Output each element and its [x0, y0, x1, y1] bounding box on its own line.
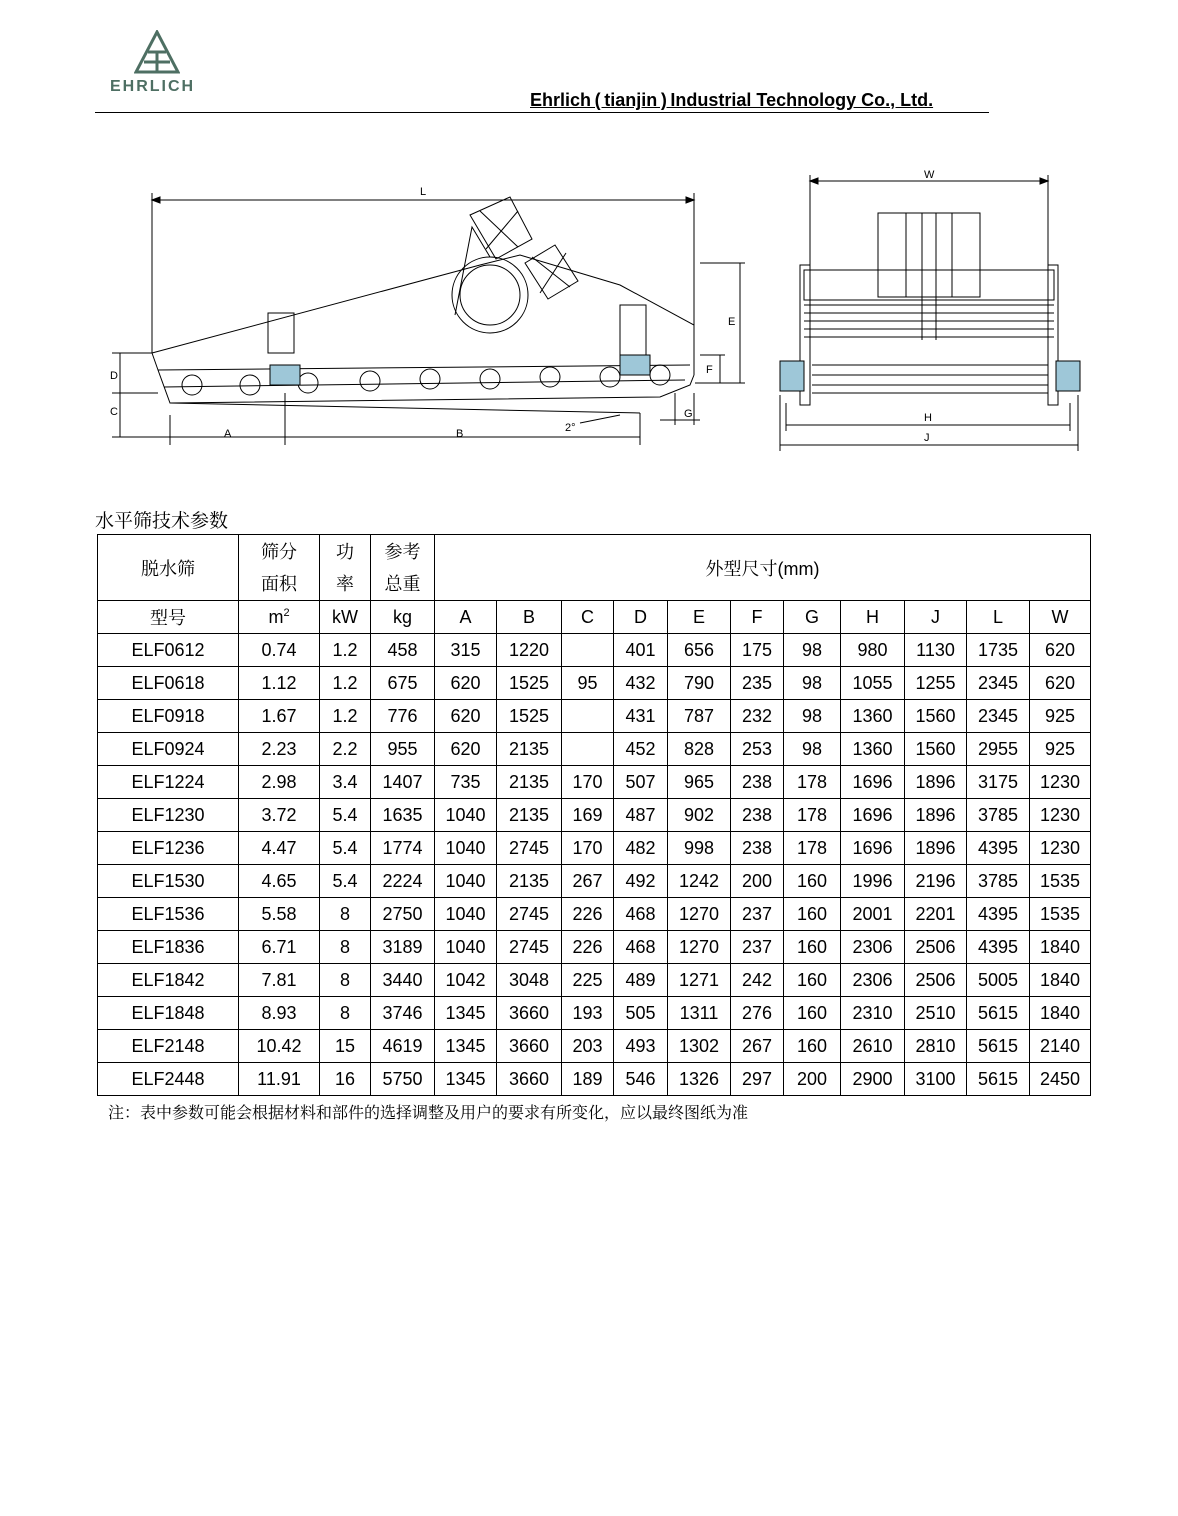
value-cell: 10.42	[239, 1030, 320, 1063]
value-cell: 169	[562, 799, 614, 832]
model-cell: ELF1536	[98, 898, 239, 931]
value-cell: 178	[784, 799, 841, 832]
header-dimensions: 外型尺寸(mm)	[435, 535, 1091, 601]
value-cell: 2135	[497, 733, 562, 766]
value-cell	[562, 733, 614, 766]
model-cell: ELF1230	[98, 799, 239, 832]
value-cell: 226	[562, 898, 614, 931]
value-cell: 675	[371, 667, 435, 700]
unit-col-c: C	[562, 601, 614, 634]
value-cell: 242	[731, 964, 784, 997]
side-view-drawing	[100, 175, 760, 470]
value-cell: 1130	[905, 634, 967, 667]
value-cell: 8.93	[239, 997, 320, 1030]
value-cell: 1040	[435, 931, 497, 964]
table-row	[98, 766, 1091, 799]
value-cell: 3175	[967, 766, 1030, 799]
value-cell: 3746	[371, 997, 435, 1030]
value-cell: 656	[668, 634, 731, 667]
value-cell: 2345	[967, 667, 1030, 700]
value-cell: 200	[731, 865, 784, 898]
value-cell: 276	[731, 997, 784, 1030]
value-cell: 1.2	[320, 667, 371, 700]
value-cell: 925	[1030, 700, 1091, 733]
value-cell: 2810	[905, 1030, 967, 1063]
value-cell: 493	[614, 1030, 668, 1063]
value-cell: 1040	[435, 898, 497, 931]
value-cell: 235	[731, 667, 784, 700]
value-cell: 998	[668, 832, 731, 865]
value-cell: 267	[731, 1030, 784, 1063]
value-cell: 3660	[497, 1030, 562, 1063]
value-cell: 2135	[497, 865, 562, 898]
value-cell: 1230	[1030, 832, 1091, 865]
value-cell: 2224	[371, 865, 435, 898]
value-cell: 1302	[668, 1030, 731, 1063]
value-cell: 2610	[841, 1030, 905, 1063]
model-cell: ELF2448	[98, 1063, 239, 1096]
value-cell: 492	[614, 865, 668, 898]
value-cell: 2900	[841, 1063, 905, 1096]
value-cell: 226	[562, 931, 614, 964]
table-row	[98, 964, 1091, 997]
value-cell: 1735	[967, 634, 1030, 667]
dim-label-b: B	[456, 428, 464, 440]
company-logo	[108, 30, 208, 100]
dim-label-w: W	[924, 169, 935, 181]
value-cell: 5.4	[320, 799, 371, 832]
value-cell: 203	[562, 1030, 614, 1063]
value-cell: 2745	[497, 832, 562, 865]
table-row	[98, 1030, 1091, 1063]
dim-label-f: F	[706, 364, 713, 376]
header-power-line2: 率	[336, 573, 354, 594]
table-row	[98, 799, 1091, 832]
value-cell: 1270	[668, 898, 731, 931]
value-cell: 4395	[967, 898, 1030, 931]
value-cell: 1696	[841, 799, 905, 832]
table-row	[98, 832, 1091, 865]
value-cell: 1345	[435, 1030, 497, 1063]
value-cell: 980	[841, 634, 905, 667]
value-cell: 1535	[1030, 898, 1091, 931]
company-name: Ehrlich ( tianjin ) Industrial Technology Co., Ltd.	[530, 90, 934, 110]
value-cell: 2510	[905, 997, 967, 1030]
dim-label-a: A	[224, 428, 232, 440]
value-cell: 1270	[668, 931, 731, 964]
model-cell: ELF1236	[98, 832, 239, 865]
header-divider	[95, 112, 989, 113]
value-cell: 160	[784, 931, 841, 964]
model-cell: ELF0924	[98, 733, 239, 766]
value-cell: 452	[614, 733, 668, 766]
value-cell: 1360	[841, 733, 905, 766]
value-cell: 5615	[967, 1030, 1030, 1063]
value-cell: 7.81	[239, 964, 320, 997]
value-cell: 170	[562, 832, 614, 865]
value-cell: 1.12	[239, 667, 320, 700]
header-power	[320, 535, 371, 601]
value-cell: 1230	[1030, 766, 1091, 799]
value-cell: 1635	[371, 799, 435, 832]
unit-model: 型号	[98, 601, 239, 634]
value-cell: 3440	[371, 964, 435, 997]
dim-label-g: G	[684, 408, 693, 420]
value-cell: 2345	[967, 700, 1030, 733]
value-cell: 3100	[905, 1063, 967, 1096]
value-cell: 4.47	[239, 832, 320, 865]
value-cell: 5615	[967, 1063, 1030, 1096]
value-cell: 6.71	[239, 931, 320, 964]
value-cell: 253	[731, 733, 784, 766]
value-cell: 95	[562, 667, 614, 700]
value-cell: 160	[784, 964, 841, 997]
value-cell: 8	[320, 931, 371, 964]
value-cell: 1560	[905, 733, 967, 766]
value-cell: 2506	[905, 964, 967, 997]
header-model: 脱水筛	[98, 535, 239, 601]
value-cell: 1840	[1030, 997, 1091, 1030]
value-cell: 2306	[841, 931, 905, 964]
value-cell: 98	[784, 700, 841, 733]
value-cell: 1696	[841, 766, 905, 799]
value-cell: 735	[435, 766, 497, 799]
value-cell: 2001	[841, 898, 905, 931]
value-cell: 4.65	[239, 865, 320, 898]
value-cell: 620	[435, 700, 497, 733]
value-cell: 2955	[967, 733, 1030, 766]
value-cell: 1525	[497, 700, 562, 733]
value-cell: 1326	[668, 1063, 731, 1096]
value-cell: 620	[435, 667, 497, 700]
value-cell: 1040	[435, 799, 497, 832]
value-cell: 5750	[371, 1063, 435, 1096]
table-row	[98, 700, 1091, 733]
value-cell: 2201	[905, 898, 967, 931]
value-cell: 225	[562, 964, 614, 997]
value-cell: 620	[435, 733, 497, 766]
table-row	[98, 634, 1091, 667]
model-cell: ELF0918	[98, 700, 239, 733]
end-view-drawing	[772, 165, 1082, 460]
dim-label-l: L	[420, 186, 427, 198]
value-cell: 487	[614, 799, 668, 832]
dim-label-j: J	[924, 432, 930, 444]
value-cell: 4619	[371, 1030, 435, 1063]
value-cell: 98	[784, 634, 841, 667]
value-cell: 160	[784, 1030, 841, 1063]
value-cell: 1311	[668, 997, 731, 1030]
table-row	[98, 667, 1091, 700]
value-cell: 1242	[668, 865, 731, 898]
value-cell: 160	[784, 865, 841, 898]
header-weight-line2: 总重	[384, 573, 421, 594]
header-power-line1: 功	[336, 541, 354, 562]
value-cell: 178	[784, 832, 841, 865]
value-cell: 170	[562, 766, 614, 799]
value-cell: 1.2	[320, 634, 371, 667]
value-cell: 2135	[497, 799, 562, 832]
value-cell: 175	[731, 634, 784, 667]
value-cell: 3.4	[320, 766, 371, 799]
value-cell: 0.74	[239, 634, 320, 667]
value-cell: 1896	[905, 799, 967, 832]
value-cell: 5.4	[320, 832, 371, 865]
value-cell: 620	[1030, 667, 1091, 700]
dim-label-h: H	[924, 412, 932, 424]
value-cell: 267	[562, 865, 614, 898]
value-cell: 482	[614, 832, 668, 865]
value-cell: 1055	[841, 667, 905, 700]
value-cell: 1255	[905, 667, 967, 700]
value-cell: 1996	[841, 865, 905, 898]
value-cell: 468	[614, 898, 668, 931]
value-cell: 1407	[371, 766, 435, 799]
unit-col-w: W	[1030, 601, 1091, 634]
unit-area	[239, 601, 320, 634]
value-cell: 237	[731, 931, 784, 964]
value-cell: 546	[614, 1063, 668, 1096]
value-cell: 925	[1030, 733, 1091, 766]
value-cell: 3660	[497, 997, 562, 1030]
value-cell: 4395	[967, 931, 1030, 964]
value-cell: 5005	[967, 964, 1030, 997]
value-cell: 432	[614, 667, 668, 700]
value-cell: 1840	[1030, 964, 1091, 997]
value-cell: 505	[614, 997, 668, 1030]
header-area-line2: 面积	[261, 573, 297, 594]
table-row	[98, 733, 1091, 766]
header-row	[98, 535, 1091, 601]
value-cell: 965	[668, 766, 731, 799]
model-cell: ELF0612	[98, 634, 239, 667]
value-cell: 1896	[905, 832, 967, 865]
logo-mark-icon	[134, 30, 180, 76]
model-cell: ELF1530	[98, 865, 239, 898]
value-cell: 2135	[497, 766, 562, 799]
model-cell: ELF1836	[98, 931, 239, 964]
value-cell: 3785	[967, 865, 1030, 898]
table-row	[98, 931, 1091, 964]
table-row	[98, 898, 1091, 931]
value-cell: 315	[435, 634, 497, 667]
value-cell: 468	[614, 931, 668, 964]
spec-table-body	[98, 634, 1091, 1096]
value-cell: 238	[731, 799, 784, 832]
value-cell: 178	[784, 766, 841, 799]
value-cell: 620	[1030, 634, 1091, 667]
value-cell: 2310	[841, 997, 905, 1030]
value-cell: 1525	[497, 667, 562, 700]
dim-label-angle: 2°	[565, 422, 576, 434]
unit-col-f: F	[731, 601, 784, 634]
value-cell: 1774	[371, 832, 435, 865]
value-cell: 3.72	[239, 799, 320, 832]
value-cell: 1560	[905, 700, 967, 733]
value-cell: 238	[731, 832, 784, 865]
value-cell: 2745	[497, 931, 562, 964]
dim-label-d: D	[110, 370, 118, 382]
value-cell: 297	[731, 1063, 784, 1096]
value-cell: 11.91	[239, 1063, 320, 1096]
unit-col-g: G	[784, 601, 841, 634]
unit-col-e: E	[668, 601, 731, 634]
value-cell: 238	[731, 766, 784, 799]
header-area-line1: 筛分	[261, 541, 297, 562]
value-cell: 1696	[841, 832, 905, 865]
unit-area-base: m	[268, 606, 284, 627]
logo-text: EHRLICH	[110, 78, 196, 95]
table-title: 水平筛技术参数	[95, 510, 229, 532]
value-cell: 776	[371, 700, 435, 733]
value-cell: 8	[320, 898, 371, 931]
header-area	[239, 535, 320, 601]
value-cell: 3785	[967, 799, 1030, 832]
table-row	[98, 865, 1091, 898]
model-cell: ELF0618	[98, 667, 239, 700]
value-cell	[562, 634, 614, 667]
value-cell: 2.98	[239, 766, 320, 799]
value-cell: 1535	[1030, 865, 1091, 898]
value-cell: 2306	[841, 964, 905, 997]
unit-col-a: A	[435, 601, 497, 634]
model-cell: ELF1848	[98, 997, 239, 1030]
value-cell: 787	[668, 700, 731, 733]
dim-label-c: C	[110, 406, 118, 418]
unit-col-b: B	[497, 601, 562, 634]
value-cell: 2140	[1030, 1030, 1091, 1063]
value-cell: 2.2	[320, 733, 371, 766]
value-cell: 189	[562, 1063, 614, 1096]
value-cell: 2450	[1030, 1063, 1091, 1096]
unit-area-sup: 2	[283, 606, 290, 619]
value-cell: 3048	[497, 964, 562, 997]
unit-col-j: J	[905, 601, 967, 634]
value-cell: 955	[371, 733, 435, 766]
value-cell: 902	[668, 799, 731, 832]
value-cell: 1345	[435, 1063, 497, 1096]
value-cell: 1271	[668, 964, 731, 997]
value-cell: 8	[320, 964, 371, 997]
value-cell: 507	[614, 766, 668, 799]
value-cell: 8	[320, 997, 371, 1030]
value-cell: 1230	[1030, 799, 1091, 832]
unit-col-l: L	[967, 601, 1030, 634]
value-cell: 232	[731, 700, 784, 733]
table-row	[98, 1063, 1091, 1096]
header-weight	[371, 535, 435, 601]
model-cell: ELF2148	[98, 1030, 239, 1063]
value-cell: 1.67	[239, 700, 320, 733]
value-cell: 790	[668, 667, 731, 700]
spec-table	[97, 534, 1091, 1096]
value-cell: 5.58	[239, 898, 320, 931]
value-cell: 1220	[497, 634, 562, 667]
value-cell: 2750	[371, 898, 435, 931]
table-note: 注：表中参数可能会根据材料和部件的选择调整及用户的要求有所变化，应以最终图纸为准	[108, 1103, 749, 1122]
value-cell: 15	[320, 1030, 371, 1063]
value-cell: 1040	[435, 832, 497, 865]
value-cell: 193	[562, 997, 614, 1030]
value-cell: 5.4	[320, 865, 371, 898]
value-cell: 2196	[905, 865, 967, 898]
value-cell: 1840	[1030, 931, 1091, 964]
value-cell: 2.23	[239, 733, 320, 766]
dim-label-e: E	[728, 316, 736, 328]
unit-col-h: H	[841, 601, 905, 634]
value-cell: 458	[371, 634, 435, 667]
value-cell: 489	[614, 964, 668, 997]
value-cell: 16	[320, 1063, 371, 1096]
value-cell: 160	[784, 997, 841, 1030]
header-weight-line1: 参考	[384, 541, 421, 562]
value-cell: 200	[784, 1063, 841, 1096]
value-cell: 160	[784, 898, 841, 931]
value-cell	[562, 700, 614, 733]
value-cell: 1360	[841, 700, 905, 733]
model-cell: ELF1842	[98, 964, 239, 997]
table-row	[98, 997, 1091, 1030]
value-cell: 828	[668, 733, 731, 766]
model-cell: ELF1224	[98, 766, 239, 799]
value-cell: 1040	[435, 865, 497, 898]
value-cell: 5615	[967, 997, 1030, 1030]
value-cell: 1345	[435, 997, 497, 1030]
value-cell: 401	[614, 634, 668, 667]
value-cell: 1.2	[320, 700, 371, 733]
value-cell: 98	[784, 733, 841, 766]
unit-col-d: D	[614, 601, 668, 634]
value-cell: 98	[784, 667, 841, 700]
value-cell: 431	[614, 700, 668, 733]
value-cell: 3189	[371, 931, 435, 964]
value-cell: 2745	[497, 898, 562, 931]
value-cell: 1042	[435, 964, 497, 997]
unit-power: kW	[320, 601, 371, 634]
value-cell: 4395	[967, 832, 1030, 865]
value-cell: 237	[731, 898, 784, 931]
unit-weight: kg	[371, 601, 435, 634]
value-cell: 1896	[905, 766, 967, 799]
value-cell: 3660	[497, 1063, 562, 1096]
value-cell: 2506	[905, 931, 967, 964]
unit-row	[98, 601, 1091, 634]
